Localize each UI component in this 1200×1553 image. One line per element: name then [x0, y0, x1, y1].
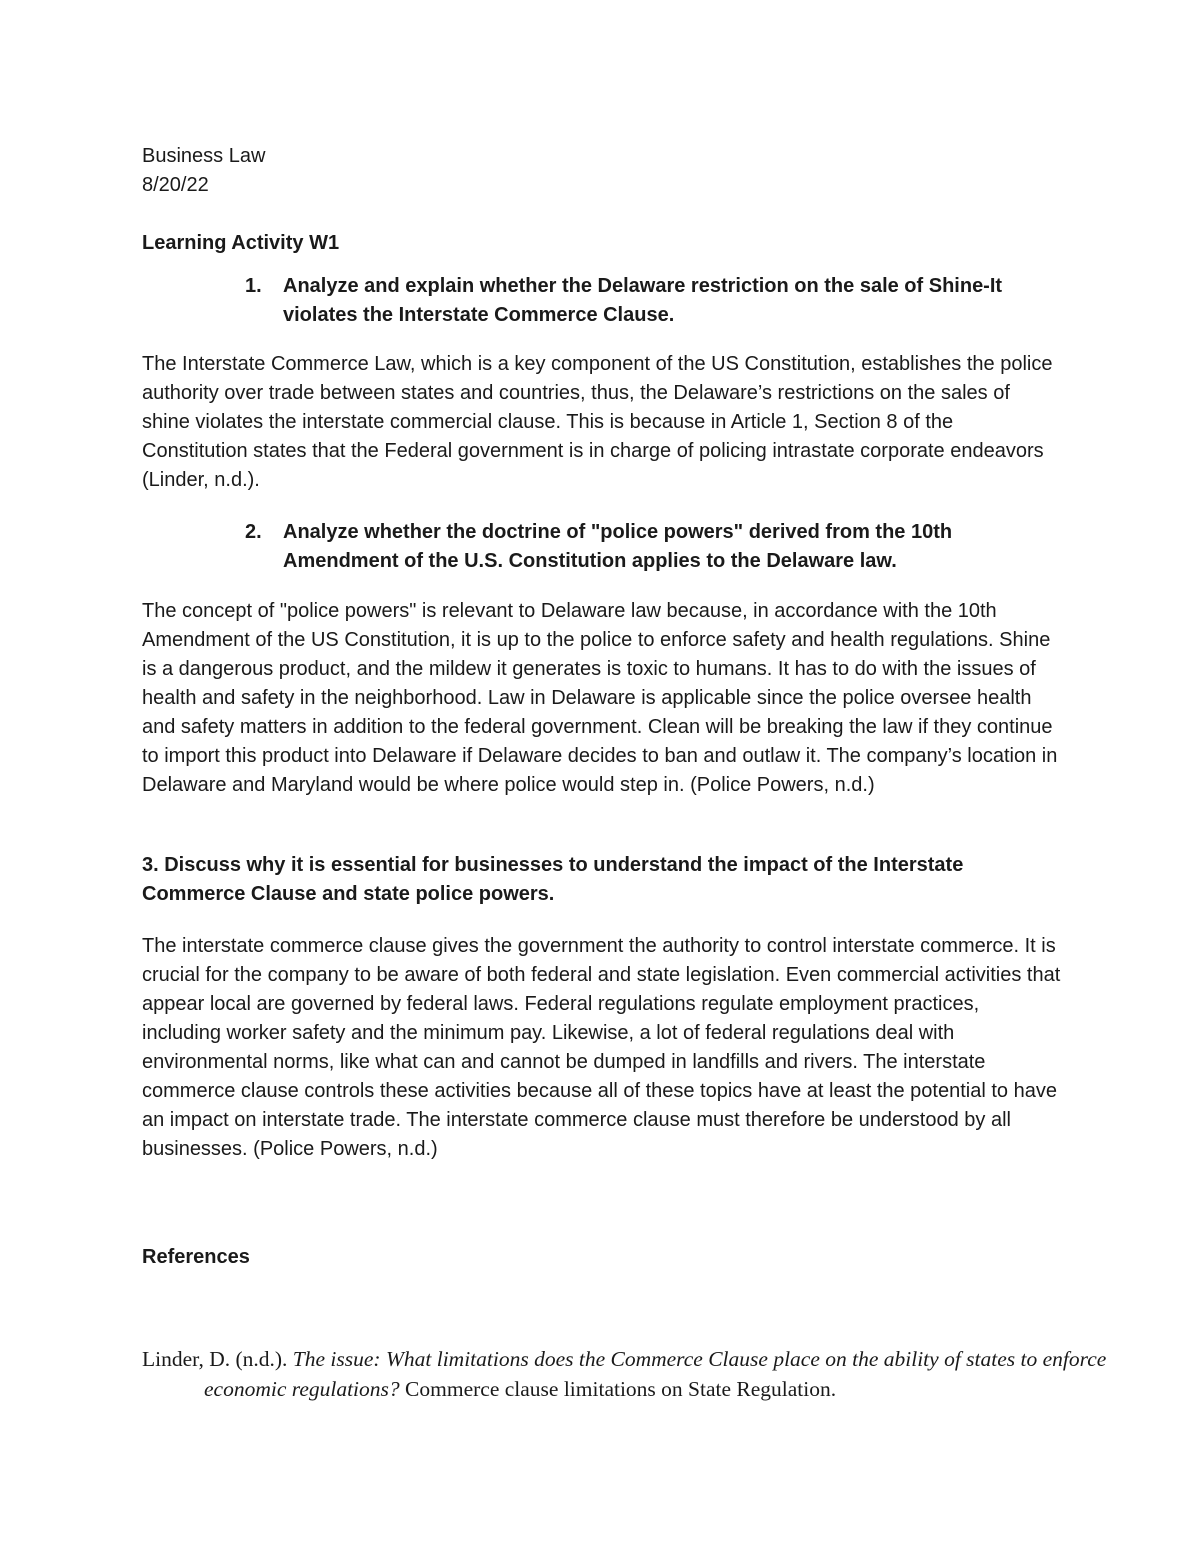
question-1 — [245, 272, 1065, 330]
reference-title: The issue: What limitations does the Commerce Clause place on the ability of states to enforce economic regulations? — [204, 1347, 1107, 1401]
reference-author: Linder, D. (n.d.). — [142, 1347, 293, 1371]
question-2-text: Analyze whether the doctrine of "police powers" derived from the 10th Amendment of the U.S. Constitution applies to the Delaware law. — [283, 521, 953, 572]
references-heading: References — [142, 1246, 250, 1268]
answer-3-paragraph: The interstate commerce clause gives the government the authority to control interstate commerce. It is crucial for the company to be aware of both federal and state legislation. Even commercial activities that appear local are governed by federal laws. Federal regulations regulate employment practices, including worker safety and the minimum pay. Likewise, a lot of federal regulations deal with environmental norms, like what can and cannot be dumped in landfills and rivers. The interstate commerce clause controls these activities because all of these topics have at least the potential to have an impact on interstate trade. The interstate commerce clause must therefore be understood by all businesses. (Police Powers, n.d.) — [142, 935, 1061, 1160]
question-3: 3. Discuss why it is essential for businesses to understand the impact of the Interstate Commerce Clause and state police powers. — [142, 854, 964, 905]
course-name: Business Law — [142, 145, 266, 167]
answer-2-paragraph: The concept of "police powers" is relevant to Delaware law because, in accordance with the 10th Amendment of the US Constitution, it is up to the police to enforce safety and health regulations. Shine is a dangerous product, and the mildew it generates is toxic to humans. It has to do with the issues of health and safety in the neighborhood. Law in Delaware is applicable since the police oversee health and safety matters in addition to the federal government. Clean will be breaking the law if they continue to import this product into Delaware if Delaware decides to ban and outlaw it. The company’s location in Delaware and Maryland would be where police would step in. (Police Powers, n.d.) — [142, 600, 1058, 796]
document-date: 8/20/22 — [142, 174, 209, 196]
reference-entry — [142, 1344, 1114, 1404]
answer-1-paragraph: The Interstate Commerce Law, which is a key component of the US Constitution, establishes the police authority over trade between states and countries, thus, the Delaware’s restrictions on the sales of shine violates the interstate commercial clause. This is because in Article 1, Section 8 of the Constitution states that the Federal government is in charge of policing intrastate corporate endeavors (Linder, n.d.). — [142, 353, 1053, 491]
question-2 — [245, 518, 1065, 576]
question-1-text: Analyze and explain whether the Delaware restriction on the sale of Shine-It violates the Interstate Commerce Clause. — [283, 275, 1003, 326]
question-2-number: 2. — [245, 521, 262, 543]
activity-title: Learning Activity W1 — [142, 232, 340, 254]
question-1-number: 1. — [245, 275, 262, 297]
reference-source: Commerce clause limitations on State Regulation. — [399, 1377, 837, 1401]
